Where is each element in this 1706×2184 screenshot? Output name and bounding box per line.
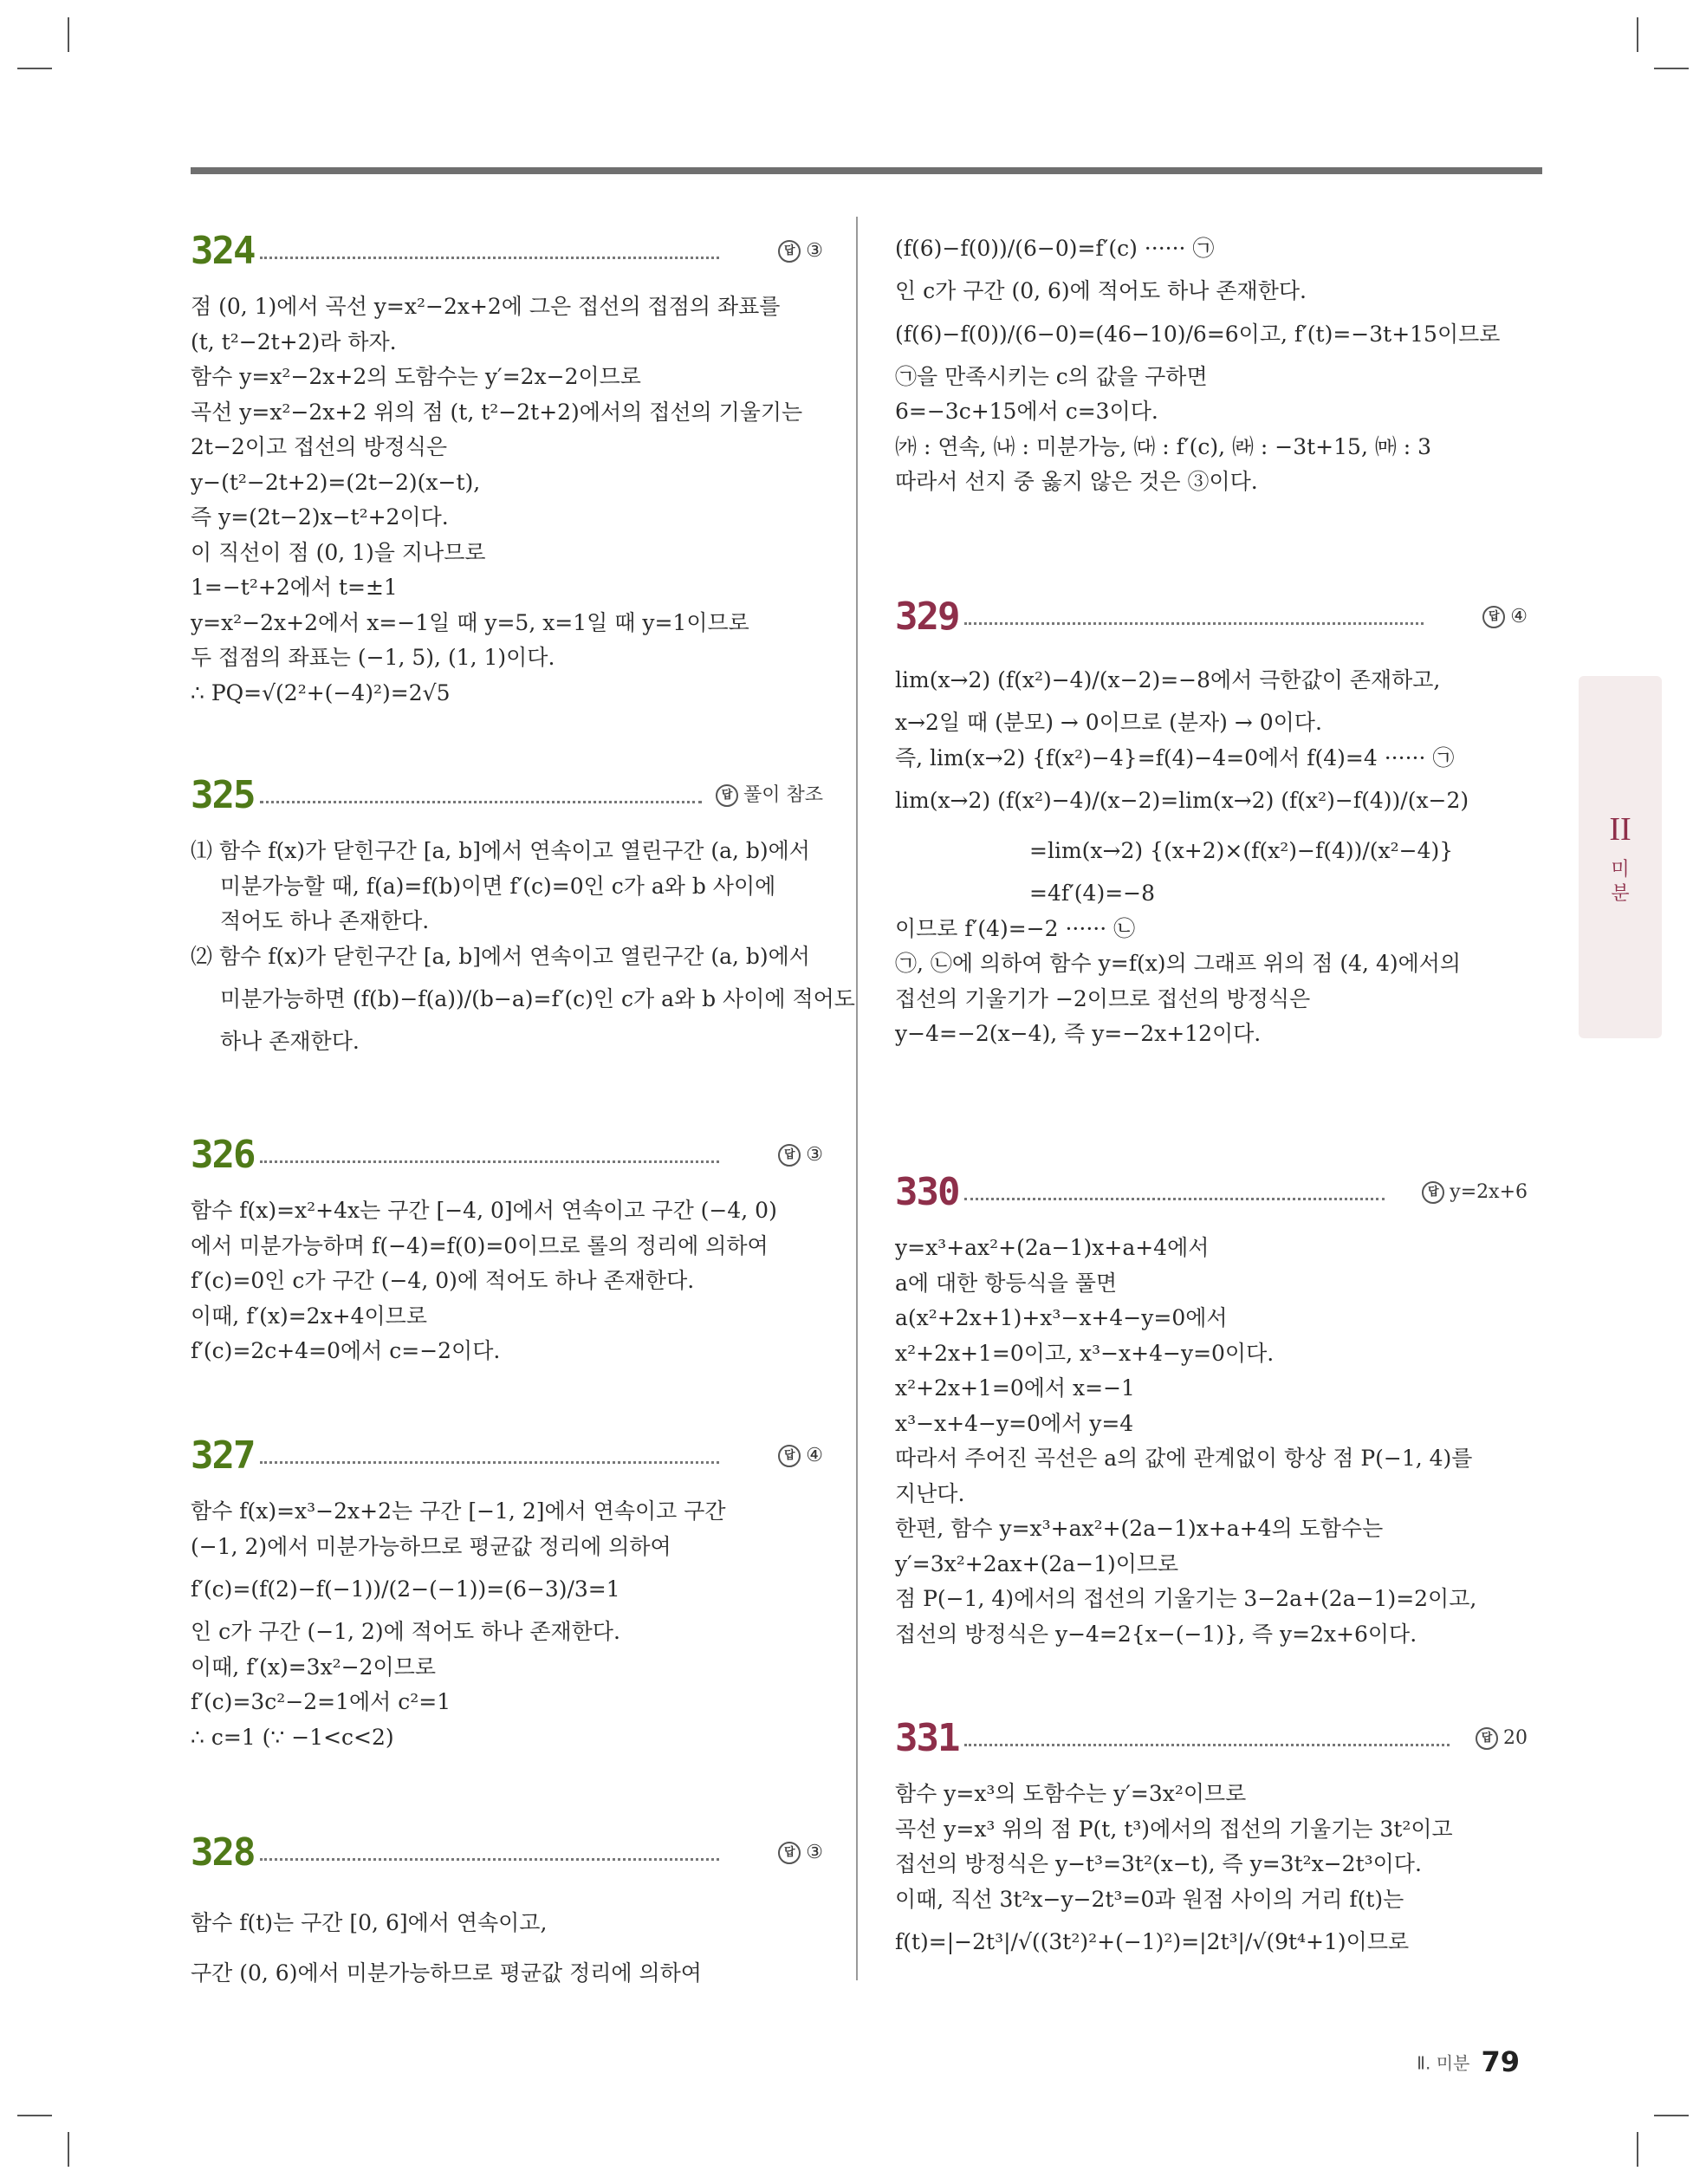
text-line: (t, t²−2t+2)라 하자.	[191, 328, 397, 354]
text-line: 1=−t²+2에서 t=±1	[191, 575, 398, 600]
answer-value: ③	[806, 1144, 823, 1166]
answer-icon: 답	[778, 1842, 801, 1864]
problem-328-continued	[895, 224, 1528, 500]
answer	[716, 782, 823, 809]
solution-text	[895, 1231, 1528, 1652]
text-line: f′(c)=3c²−2=1에서 c²=1	[191, 1689, 451, 1714]
text-line: 즉, lim(x→2) {f(x²)−4}=f(4)−4=0에서 f(4)=4 ······ ㉠	[895, 744, 1455, 770]
text-line: 이 직선이 점 (0, 1)을 지나므로	[191, 539, 486, 565]
text-line: 접선의 기울기가 −2이므로 접선의 방정식은	[895, 985, 1311, 1011]
text-line: x²+2x+1=0이고, x³−x+4−y=0이다.	[895, 1340, 1275, 1366]
problem-number: 324	[191, 229, 255, 273]
text-line: 지난다.	[895, 1480, 965, 1506]
leader-dots	[964, 1744, 1450, 1746]
problem-329	[895, 593, 1528, 1052]
text-line: 함수 f(t)는 구간 [0, 6]에서 연속이고,	[191, 1910, 548, 1935]
text-line: lim(x→2) (f(x²)−4)/(x−2)=lim(x→2) (f(x²)−f(4))/(x−2)	[895, 788, 1469, 813]
text-line: lim(x→2) (f(x²)−4)/(x−2)=−8에서 극한값이 존재하고,	[895, 667, 1441, 692]
text-line: f(t)=|−2t³|/√((3t²)²+(−1)²)=|2t³|/√(9t⁴+1)이므로	[895, 1929, 1410, 1954]
answer	[1422, 1179, 1528, 1206]
solution-text	[191, 1193, 823, 1369]
problem-number: 325	[191, 773, 255, 817]
leader-dots	[964, 622, 1424, 625]
answer	[778, 237, 823, 265]
answer-icon: 답	[1476, 1727, 1498, 1750]
footer-chapter-label: Ⅱ. 미분	[1417, 2052, 1470, 2074]
answer	[1476, 1725, 1528, 1752]
problem-number: 330	[895, 1170, 959, 1214]
problem-325	[191, 771, 855, 1060]
answer-icon: 답	[716, 784, 738, 807]
answer-value: y=2x+6	[1450, 1181, 1528, 1203]
problem-number: 331	[895, 1716, 959, 1760]
crop-mark	[68, 17, 69, 52]
leader-dots	[260, 257, 719, 259]
text-line: ⑴ 함수 f(x)가 닫힌구간 [a, b]에서 연속이고 열린구간 (a, b)에서	[191, 838, 810, 863]
leader-dots	[964, 1198, 1385, 1200]
text-line: ∴ c=1 (∵ −1<c<2)	[191, 1724, 394, 1750]
text-line: 곡선 y=x²−2x+2 위의 점 (t, t²−2t+2)에서의 접선의 기울기는	[191, 399, 803, 425]
solution-text	[191, 834, 855, 1060]
text-line: 이때, 직선 3t²x−y−2t³=0과 원점 사이의 거리 f(t)는	[895, 1886, 1404, 1912]
text-line: a에 대한 항등식을 풀면	[895, 1270, 1118, 1296]
text-line: ∴ PQ=√(2²+(−4)²)=2√5	[191, 679, 451, 705]
problem-327	[191, 1432, 823, 1755]
text-line: x³−x+4−y=0에서 y=4	[895, 1410, 1134, 1436]
text-line: 인 c가 구간 (−1, 2)에 적어도 하나 존재한다.	[191, 1619, 620, 1644]
text-line: 이므로 f′(4)=−2 ······ ㉡	[895, 915, 1136, 941]
text-line: 함수 y=x³의 도함수는 y′=3x²이므로	[895, 1781, 1247, 1806]
answer-value: 20	[1503, 1727, 1528, 1749]
text-line: 이때, f′(x)=3x²−2이므로	[191, 1654, 437, 1680]
text-line: 하나 존재한다.	[220, 1029, 360, 1054]
answer-icon: 답	[1482, 606, 1505, 628]
text-line: =4f′(4)=−8	[1029, 881, 1155, 906]
text-line: 에서 미분가능하며 f(−4)=f(0)=0이므로 롤의 정리에 의하여	[191, 1232, 769, 1258]
answer	[778, 1442, 823, 1470]
leader-dots	[260, 1160, 719, 1163]
text-line: y−(t²−2t+2)=(2t−2)(x−t),	[191, 469, 481, 495]
problem-number: 328	[191, 1830, 255, 1875]
solution-text	[895, 655, 1528, 1052]
text-line: 인 c가 구간 (0, 6)에 적어도 하나 존재한다.	[895, 278, 1307, 303]
text-line: =lim(x→2) {(x+2)×(f(x²)−f(4))/(x²−4)}	[1029, 838, 1454, 863]
text-line: (−1, 2)에서 미분가능하므로 평균값 정리에 의하여	[191, 1533, 671, 1559]
problem-330	[895, 1168, 1528, 1652]
text-line: ㉠, ㉡에 의하여 함수 y=f(x)의 그래프 위의 점 (4, 4)에서의	[895, 951, 1462, 976]
answer-icon: 답	[778, 240, 801, 263]
chapter-numeral: II	[1609, 811, 1631, 848]
text-line: 접선의 방정식은 y−4=2{x−(−1)}, 즉 y=2x+6이다.	[895, 1621, 1417, 1647]
answer	[778, 1141, 823, 1169]
crop-mark	[1654, 2115, 1689, 2116]
text-line: 따라서 주어진 곡선은 a의 값에 관계없이 항상 점 P(−1, 4)를	[895, 1446, 1473, 1471]
text-line: ㈎ : 연속, ㈏ : 미분가능, ㈐ : f′(c), ㈑ : −3t+15, ㈒ : 3	[895, 433, 1432, 459]
crop-mark	[1637, 2132, 1638, 2167]
answer-value: ④	[1510, 606, 1528, 627]
crop-mark	[1637, 17, 1638, 52]
text-line: f′(c)=0인 c가 구간 (−4, 0)에 적어도 하나 존재한다.	[191, 1268, 695, 1293]
text-line: ㉠을 만족시키는 c의 값을 구하면	[895, 363, 1208, 389]
answer-value: ③	[806, 240, 823, 262]
text-line: 따라서 선지 중 옳지 않은 것은 ③이다.	[895, 469, 1258, 494]
text-line: f′(c)=2c+4=0에서 c=−2이다.	[191, 1338, 501, 1363]
text-line: x→2일 때 (분모) → 0이므로 (분자) → 0이다.	[895, 710, 1322, 735]
problem-header	[191, 1829, 823, 1877]
text-line: ⑵ 함수 f(x)가 닫힌구간 [a, b]에서 연속이고 열린구간 (a, b)에서	[191, 943, 810, 969]
text-line: 함수 y=x²−2x+2의 도함수는 y′=2x−2이므로	[191, 364, 641, 389]
page-footer	[1417, 2045, 1520, 2078]
text-line: 즉 y=(2t−2)x−t²+2이다.	[191, 504, 449, 530]
text-line: (f(6)−f(0))/(6−0)=(46−10)/6=6이고, f′(t)=−3t+15이므로	[895, 321, 1501, 347]
text-line: 6=−3c+15에서 c=3이다.	[895, 399, 1158, 424]
leader-dots	[260, 1858, 719, 1861]
problem-header	[895, 593, 1528, 641]
text-line: 함수 f(x)=x²+4x는 구간 [−4, 0]에서 연속이고 구간 (−4, 0)	[191, 1198, 777, 1223]
text-line: 점 (0, 1)에서 곡선 y=x²−2x+2에 그은 접선의 접점의 좌표를	[191, 294, 781, 319]
answer-value: ④	[806, 1445, 823, 1466]
text-line: 구간 (0, 6)에서 미분가능하므로 평균값 정리에 의하여	[191, 1960, 702, 1986]
text-line: y′=3x²+2ax+(2a−1)이므로	[895, 1550, 1179, 1576]
page-number: 79	[1481, 2045, 1520, 2078]
text-line: 미분가능할 때, f(a)=f(b)이면 f′(c)=0인 c가 a와 b 사이에	[220, 873, 776, 899]
crop-mark	[17, 68, 52, 69]
problem-header	[191, 1432, 823, 1480]
text-line: a(x²+2x+1)+x³−x+4−y=0에서	[895, 1305, 1228, 1330]
text-line: 이때, f′(x)=2x+4이므로	[191, 1303, 427, 1329]
answer	[778, 1839, 823, 1867]
text-line: 적어도 하나 존재한다.	[220, 908, 430, 933]
leader-dots	[260, 1461, 719, 1464]
problem-header	[191, 771, 823, 820]
text-line: y−4=−2(x−4), 즉 y=−2x+12이다.	[895, 1021, 1262, 1046]
problem-number: 329	[895, 595, 959, 639]
text-line: 점 P(−1, 4)에서의 접선의 기울기는 3−2a+(2a−1)=2이고,	[895, 1586, 1477, 1611]
answer-value: 풀이 참조	[743, 784, 823, 806]
text-line: 접선의 방정식은 y−t³=3t²(x−t), 즉 y=3t²x−2t³이다.	[895, 1851, 1422, 1876]
text-line: y=x³+ax²+(2a−1)x+a+4에서	[895, 1235, 1210, 1260]
answer	[1482, 603, 1528, 631]
problem-header	[191, 227, 823, 276]
solution-text	[191, 1898, 823, 1999]
chapter-side-tab	[1579, 676, 1662, 1038]
top-rule	[191, 167, 1542, 174]
leader-dots	[260, 801, 702, 803]
problem-328	[191, 1829, 823, 1999]
text-line: x²+2x+1=0에서 x=−1	[895, 1375, 1135, 1401]
answer-icon: 답	[1422, 1181, 1444, 1204]
chapter-label: 미 분	[1611, 859, 1630, 905]
text-line: f′(c)=(f(2)−f(−1))/(2−(−1))=(6−3)/3=1	[191, 1576, 620, 1602]
text-line: 미분가능하면 (f(b)−f(a))/(b−a)=f′(c)인 c가 a와 b 사이에 적어도	[220, 986, 855, 1011]
text-line: y=x²−2x+2에서 x=−1일 때 y=5, x=1일 때 y=1이므로	[191, 609, 749, 635]
problem-header	[895, 1714, 1528, 1763]
problem-number: 326	[191, 1133, 255, 1177]
crop-mark	[17, 2115, 52, 2116]
text-line: 한편, 함수 y=x³+ax²+(2a−1)x+a+4의 도함수는	[895, 1516, 1384, 1541]
text-line: 곡선 y=x³ 위의 점 P(t, t³)에서의 접선의 기울기는 3t²이고	[895, 1816, 1453, 1842]
text-line: 두 접점의 좌표는 (−1, 5), (1, 1)이다.	[191, 645, 555, 670]
problem-header	[191, 1131, 823, 1180]
problem-header	[895, 1168, 1528, 1217]
problem-number: 327	[191, 1433, 255, 1478]
column-divider	[856, 217, 858, 1980]
crop-mark	[1654, 68, 1689, 69]
text-line: 함수 f(x)=x³−2x+2는 구간 [−1, 2]에서 연속이고 구간	[191, 1498, 726, 1524]
solution-text	[191, 1494, 823, 1755]
crop-mark	[68, 2132, 69, 2167]
answer-icon: 답	[778, 1144, 801, 1167]
problem-326	[191, 1131, 823, 1369]
problem-324	[191, 227, 823, 711]
answer-icon: 답	[778, 1445, 801, 1467]
answer-value: ③	[806, 1842, 823, 1863]
text-line: 2t−2이고 접선의 방정식은	[191, 434, 448, 459]
text-line: (f(6)−f(0))/(6−0)=f′(c) ······ ㉠	[895, 236, 1215, 261]
solution-text	[191, 289, 823, 711]
solution-text	[895, 1777, 1528, 1967]
problem-331	[895, 1714, 1528, 1967]
